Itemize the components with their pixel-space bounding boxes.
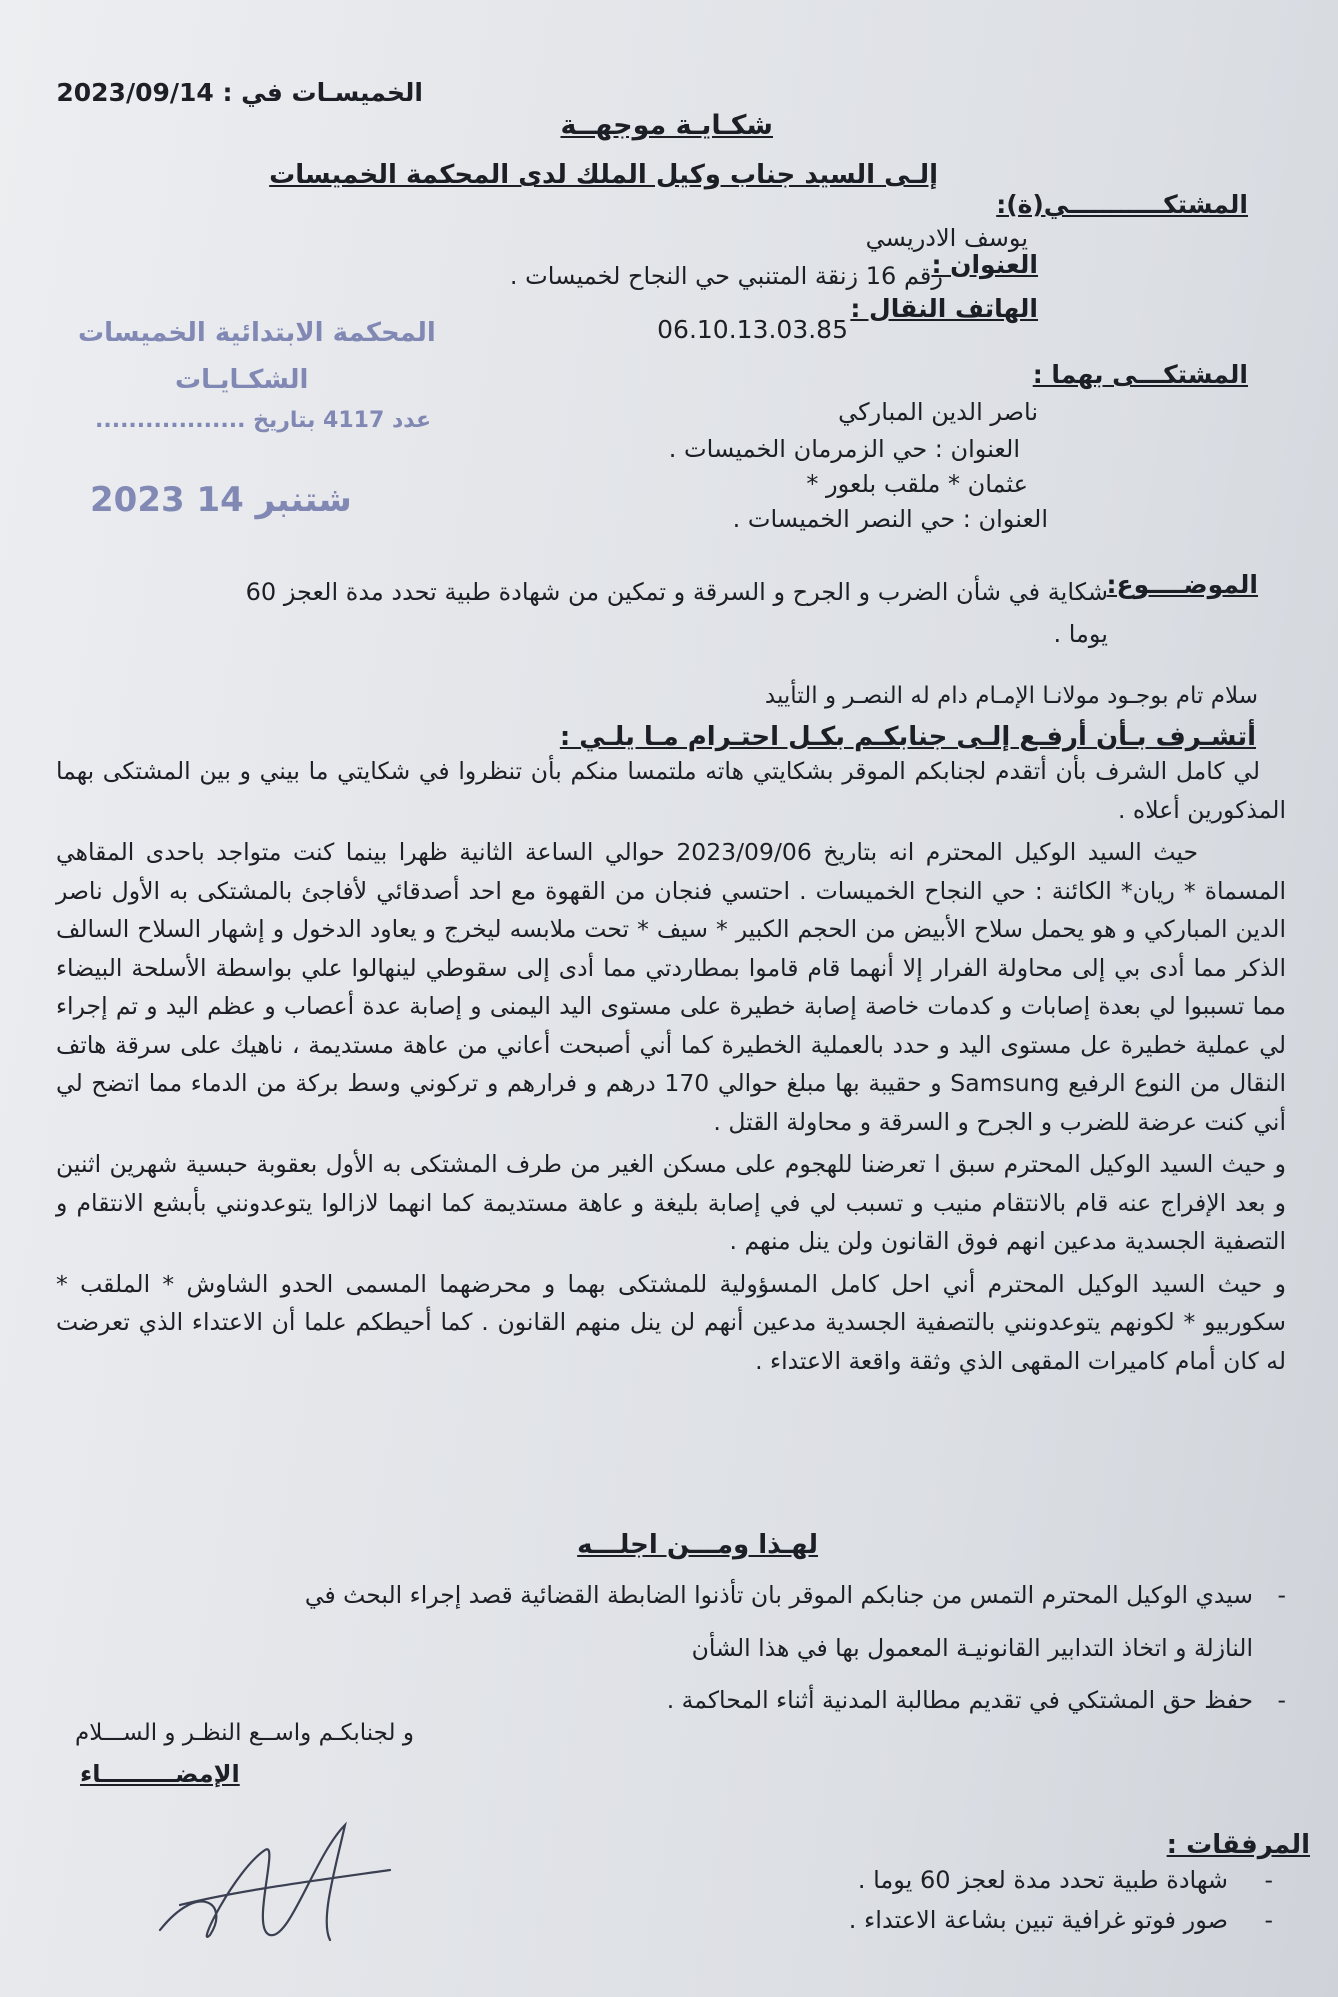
- complainant-label: المشتكـــــــــــي(ة):: [996, 190, 1248, 219]
- signature-label: الإمضـــــــــاء: [80, 1760, 240, 1788]
- date-line: الخميسـات في : 2023/09/14: [56, 78, 423, 107]
- body-text: [56, 752, 1286, 1380]
- paragraph-4: و حيث السيد الوكيل المحترم أني احل كامل المسؤولية للمشتكى بهما و محرضهما المسمى الحدو الشاوش * الملقب * سكوربيو * لكونهم يتوعدونني بالتصفية الجسدية مدعين أنهم لن ينل منهم القانون . كما أحيطكم علما أن الاعتداء الذي تعرضت له كان أمام كاميرات المقهى الذي وثقة واقعة الاعتداء .: [56, 1269, 1286, 1375]
- handwritten-signature: [140, 1810, 400, 1960]
- subject-line2: يوما .: [1053, 620, 1108, 648]
- court-stamp-name: المحكمة الابتدائية الخميسات: [78, 318, 436, 348]
- defendant1-address: العنوان : حي الزمرمان الخميسات .: [668, 435, 1020, 463]
- court-stamp-dept: الشكـايـات: [175, 365, 309, 395]
- defendant1-name: ناصر الدين المباركي: [838, 398, 1038, 426]
- honor-line: أتشـرف بـأن أرفـع إلـى جنابكـم بكـل احتـرام مـا يلـي :: [559, 722, 1256, 752]
- subject-line1: شكاية في شأن الضرب و الجرح و السرقة و تمكين من شهادة طبية تحدد مدة العجز 60: [245, 578, 1108, 606]
- court-stamp-number: عدد 4117 بتاريخ ..................: [95, 408, 431, 433]
- subject-label: الموضــــوع:: [1106, 570, 1258, 599]
- paragraph-3: و حيث السيد الوكيل المحترم سبق ا تعرضنا للهجوم على مسكن الغير من طرف المشتكى به الأول بعقوبة حبسية شهرين اثنين و بعد الإفراج عنه قام بالانتقام منيب و تسبب لي في إصابة بليغة و عاهة مستديمة كما انهما لازالوا يتوعدونني بأبشع الانتقام و التصفية الجسدية مدعين انهم فوق القانون ولن ينل منهم .: [56, 1150, 1286, 1255]
- defendants-label: المشتكـــى بهما :: [1032, 360, 1248, 389]
- complainant-address-label: العنوان :: [931, 250, 1038, 279]
- attachment-2-bullet: -: [1264, 1906, 1273, 1934]
- attachment-2: صور فوتو غرافية تبين بشاعة الاعتداء .: [848, 1906, 1228, 1934]
- for-this-heading: لهـذا ومـــن اجلـــه: [577, 1530, 818, 1560]
- paragraph-2: حيث السيد الوكيل المحترم انه بتاريخ 2023/09/06 حوالي الساعة الثانية ظهرا بينما كنت متواجد باحدى المقاهي المسماة * ريان* الكائنة : حي النجاح الخميسات . احتسي فنجان من القهوة مع احد أصدقائي لأفاجئ بالمشتكى به الأول ناصر الدين المباركي و هو يحمل سلاح الأبيض من الحجم الكبير * سيف * تحت ملابسه ليخرج و يعاود الدخول و إشهار السلاح السالف الذكر مما أدى بي إلى محاولة الفرار إلا أنهما قام قاموا بمطاردتي مما أدى إلى سقوطي لينهالوا علي بواسطة الأسلحة البيضاء مما تسببوا لي بعدة إصابات و كدمات خاصة إصابة خطيرة على مستوى اليد اليمنى و إصابة عدة أعصاب و عظم اليد و تم إجراء لي عملية خطيرة عل مستوى اليد و حدد بالعملية الخطيرة كما أني أصبحت أعاني من عاهة مستديمة ، ناهيك على سرقة هاتف النقال من النوع الرفيع Samsung و حقيبة بها مبلغ حوالي 170 درهم و فرارهم و تركوني وسط بركة من الدماء مما اتضح لي أني كنت عرضة للضرب و الجرح و السرقة و محاولة القتل .: [56, 838, 1286, 1136]
- request-2-line1: حفظ حق المشتكي في تقديم مطالبة المدنية أثناء المحاكمة .: [666, 1686, 1253, 1714]
- attachment-1-bullet: -: [1264, 1866, 1273, 1894]
- attachments-label: المرفقات :: [1166, 1830, 1310, 1860]
- closing-line: و لجنابكـم واســع النظـر و الســـلام: [75, 1720, 414, 1746]
- greeting: سلام تام بوجـود مولانـا الإمـام دام له النصـر و التأييد: [764, 683, 1258, 709]
- complainant-name: يوسف الادريسي: [865, 224, 1028, 252]
- complainant-phone-label: الهاتف النقال :: [850, 294, 1038, 323]
- paragraph-1: لي كامل الشرف بأن أتقدم لجنابكم الموقر بشكايتي هاته ملتمسا منكم بأن تنظروا في شكايتي ما بيني و بين المشتكى بهما المذكورين أعلاه .: [56, 757, 1286, 824]
- defendant2-address: العنوان : حي النصر الخميسات .: [732, 505, 1048, 533]
- complainant-phone: 06.10.13.03.85: [657, 315, 848, 344]
- document-title: شكـايـة موجهــة: [560, 110, 773, 141]
- court-stamp-date: 2023 شتنبر 14: [90, 480, 352, 520]
- request-1-bullet: -: [1277, 1581, 1286, 1609]
- addressee: إلـى السيد جناب وكيل الملك لدى المحكمة الخميسات: [269, 160, 938, 190]
- request-1-line1: سيدي الوكيل المحترم التمس من جنابكم الموقر بان تأذنوا الضابطة القضائية قصد إجراء البحث في: [304, 1581, 1253, 1609]
- attachment-1: شهادة طبية تحدد مدة لعجز 60 يوما .: [857, 1866, 1228, 1894]
- defendant2-name: عثمان * ملقب بلعور *: [806, 470, 1028, 498]
- request-1-line2: النازلة و اتخاذ التدابير القانونيـة المعمول بها في هذا الشأن: [691, 1634, 1253, 1662]
- request-2-bullet: -: [1277, 1686, 1286, 1714]
- complainant-address: رقم 16 زنقة المتنبي حي النجاح لخميسات .: [509, 262, 943, 290]
